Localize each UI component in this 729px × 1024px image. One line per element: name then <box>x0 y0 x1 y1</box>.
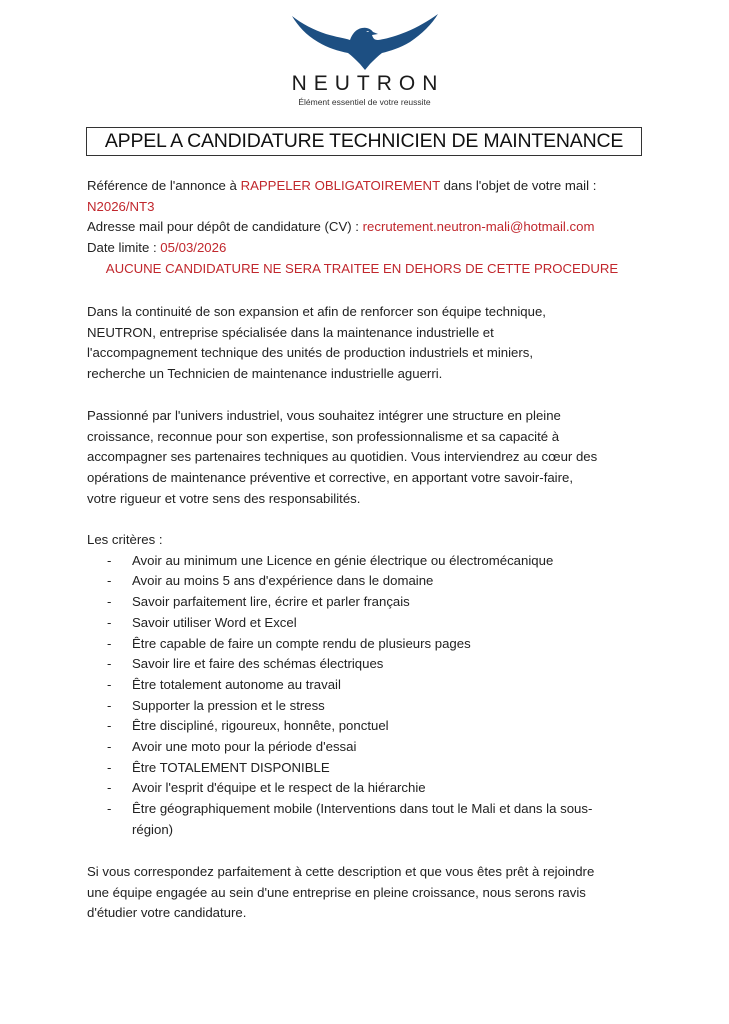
closing-paragraph <box>87 862 657 924</box>
reference-code: N2026/NT3 <box>87 198 155 214</box>
closing-line: Si vous correspondez parfaitement à cette description et que vous êtes prêt à rejoindre <box>87 864 595 879</box>
intro-paragraph <box>87 302 647 385</box>
profile-line: Passionné par l'univers industriel, vous souhaitez intégrer une structure en pleine <box>87 408 561 423</box>
dash-bullet-icon: - <box>107 759 112 775</box>
intro-line: NEUTRON, entreprise spécialisée dans la maintenance industrielle et <box>87 324 494 340</box>
email-address[interactable]: recrutement.neutron-mali@hotmail.com <box>362 219 595 235</box>
dash-bullet-icon: - <box>107 780 112 796</box>
dash-bullet-icon: - <box>107 594 112 610</box>
dash-bullet-icon: - <box>107 635 112 651</box>
closing-line: une équipe engagée au sein d'une entreprise en pleine croissance, nous serons ravis <box>87 884 586 900</box>
company-tagline: Élément essentiel de votre reussite <box>298 97 431 107</box>
criteria-item <box>87 675 647 696</box>
reference-highlight: RAPPELER OBLIGATOIREMENT <box>240 178 440 193</box>
profile-line: accompagner ses partenaires techniques au quotidien. Vous interviendrez au cœur des <box>87 449 598 465</box>
criteria-item <box>87 737 647 758</box>
procedure-warning: AUCUNE CANDIDATURE NE SERA TRAITEE EN DEHORS DE CETTE PROCEDURE <box>105 260 619 276</box>
company-name: NEUTRON <box>291 72 445 95</box>
profile-line: votre rigueur et votre sens des responsabilités. <box>87 490 361 506</box>
dash-bullet-icon: - <box>107 801 112 817</box>
criteria-item-text: Avoir l'esprit d'équipe et le respect de la hiérarchie <box>132 780 426 796</box>
criteria-item-text: Avoir au minimum une Licence en génie électrique ou électromécanique <box>132 552 554 568</box>
criteria-section <box>87 530 647 841</box>
profile-line: croissance, reconnue pour son expertise, son professionnalisme et sa capacité à <box>87 428 560 444</box>
criteria-item <box>87 613 647 634</box>
criteria-item <box>87 778 647 799</box>
reference-label: Référence de l'annonce à <box>87 178 241 193</box>
criteria-heading: Les critères : <box>87 532 163 547</box>
eagle-icon <box>292 12 438 70</box>
criteria-item-text: Être capable de faire un compte rendu de plusieurs pages <box>132 635 471 651</box>
criteria-item-text: Être totalement autonome au travail <box>132 676 341 692</box>
reference-label-suffix: dans l'objet de votre mail : <box>439 178 597 193</box>
dash-bullet-icon: - <box>107 718 112 734</box>
criteria-item-text: Être TOTALEMENT DISPONIBLE <box>132 759 330 775</box>
email-label: Adresse mail pour dépôt de candidature (CV) : <box>87 219 363 235</box>
profile-paragraph <box>87 406 657 510</box>
criteria-item-text: Avoir au moins 5 ans d'expérience dans le domaine <box>132 573 434 589</box>
criteria-item-text: Savoir utiliser Word et Excel <box>132 614 297 630</box>
application-instructions <box>87 176 647 280</box>
dash-bullet-icon: - <box>107 656 112 672</box>
dash-bullet-icon: - <box>107 739 112 755</box>
criteria-item-text: Savoir lire et faire des schémas électriques <box>132 656 384 672</box>
criteria-item-text: Être géographiquement mobile (Interventions dans tout le Mali et dans la sous-région) <box>132 801 593 837</box>
criteria-item <box>87 551 647 572</box>
criteria-item <box>87 696 647 717</box>
dash-bullet-icon: - <box>107 676 112 692</box>
criteria-item <box>87 716 647 737</box>
dash-bullet-icon: - <box>107 552 112 568</box>
criteria-item-text: Savoir parfaitement lire, écrire et parler français <box>132 594 410 610</box>
page-title-box <box>86 127 642 156</box>
company-logo <box>0 12 729 108</box>
criteria-item-text: Être discipliné, rigoureux, honnête, ponctuel <box>132 718 389 734</box>
page-title: APPEL A CANDIDATURE TECHNICIEN DE MAINTENANCE <box>104 130 624 152</box>
intro-line: Dans la continuité de son expansion et afin de renforcer son équipe technique, <box>87 304 546 319</box>
email-line <box>87 217 647 238</box>
dash-bullet-icon: - <box>107 614 112 630</box>
deadline-line <box>87 238 647 259</box>
intro-line: recherche un Technicien de maintenance industrielle aguerri. <box>87 366 443 382</box>
criteria-item <box>87 799 647 840</box>
intro-line: l'accompagnement technique des unités de production industriels et miniers, <box>87 345 534 361</box>
criteria-item <box>87 758 647 779</box>
criteria-item <box>87 571 647 592</box>
dash-bullet-icon: - <box>107 697 112 713</box>
criteria-item <box>87 654 647 675</box>
criteria-list <box>87 551 647 841</box>
closing-line: d'étudier votre candidature. <box>87 905 247 921</box>
deadline-date: 05/03/2026 <box>160 240 227 256</box>
criteria-item <box>87 592 647 613</box>
profile-line: opérations de maintenance préventive et corrective, en apportant votre savoir-faire, <box>87 470 574 486</box>
criteria-item <box>87 634 647 655</box>
criteria-item-text: Avoir une moto pour la période d'essai <box>132 739 357 755</box>
criteria-item-text: Supporter la pression et le stress <box>132 697 325 713</box>
reference-line <box>87 176 647 197</box>
deadline-label: Date limite : <box>87 240 161 256</box>
dash-bullet-icon: - <box>107 573 112 589</box>
